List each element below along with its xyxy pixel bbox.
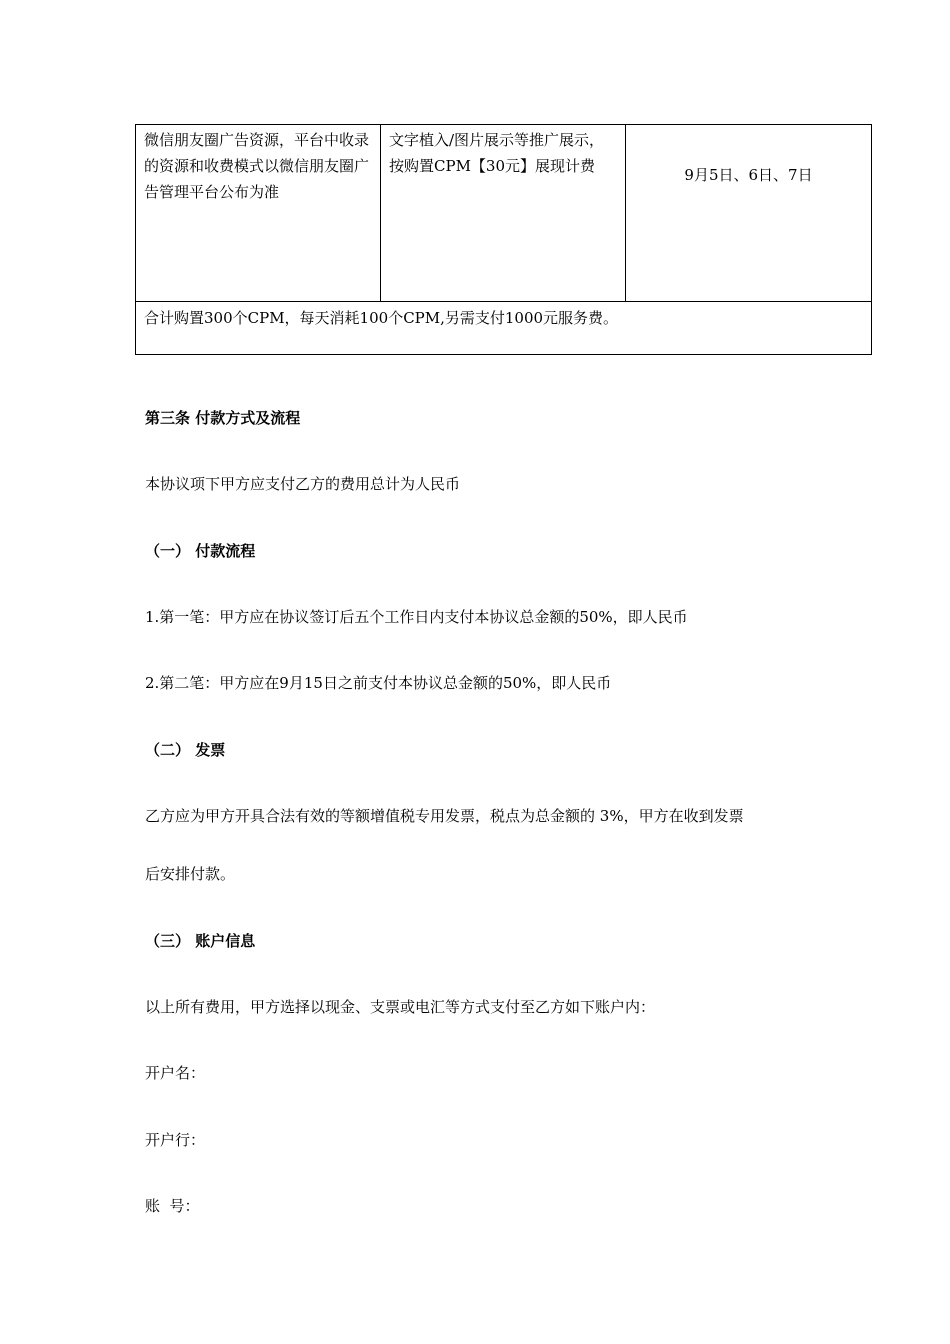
- table-row: [136, 302, 872, 355]
- display-format-cell: 文字植入/图片展示等推广展示，按购置CPM【30元】展现计费: [381, 125, 626, 302]
- payment-process-heading: （一） 付款流程: [145, 542, 256, 560]
- account-info-heading: （三） 账户信息: [145, 932, 256, 950]
- bank-label: 开户行：: [145, 1131, 206, 1149]
- summary-cell: 合计购置300个CPM，每天消耗100个CPM,另需支付1000元服务费。: [136, 302, 872, 355]
- schedule-cell: [626, 125, 872, 302]
- resource-description-cell: 微信朋友圈广告资源，平台中收录的资源和收费模式以微信朋友圈广告管理平台公布为准: [136, 125, 381, 302]
- schedule-dates: 9月5日、6日、7日: [684, 166, 813, 184]
- payment-item-1: 1.第一笔：甲方应在协议签订后五个工作日内支付本协议总金额的50%，即人民币: [145, 608, 688, 626]
- payment-item-2: 2.第二笔：甲方应在9月15日之前支付本协议总金额的50%，即人民币: [145, 674, 612, 692]
- account-info-intro: 以上所有费用，甲方选择以现金、支票或电汇等方式支付至乙方如下账户内：: [145, 998, 656, 1016]
- account-name-label: 开户名：: [145, 1064, 206, 1082]
- invoice-heading: （二） 发票: [145, 741, 226, 759]
- invoice-text-line-1: 乙方应为甲方开具合法有效的等额增值税专用发票，税点为总金额的 3%，甲方在收到发票: [145, 807, 744, 825]
- article-heading: 第三条 付款方式及流程: [145, 409, 301, 427]
- invoice-text-line-2: 后安排付款。: [145, 865, 236, 883]
- account-number-label: 账 号：: [145, 1197, 200, 1215]
- table-row: [136, 125, 872, 302]
- ad-resource-table: [135, 124, 872, 355]
- total-amount-text: 本协议项下甲方应支付乙方的费用总计为人民币: [145, 475, 461, 493]
